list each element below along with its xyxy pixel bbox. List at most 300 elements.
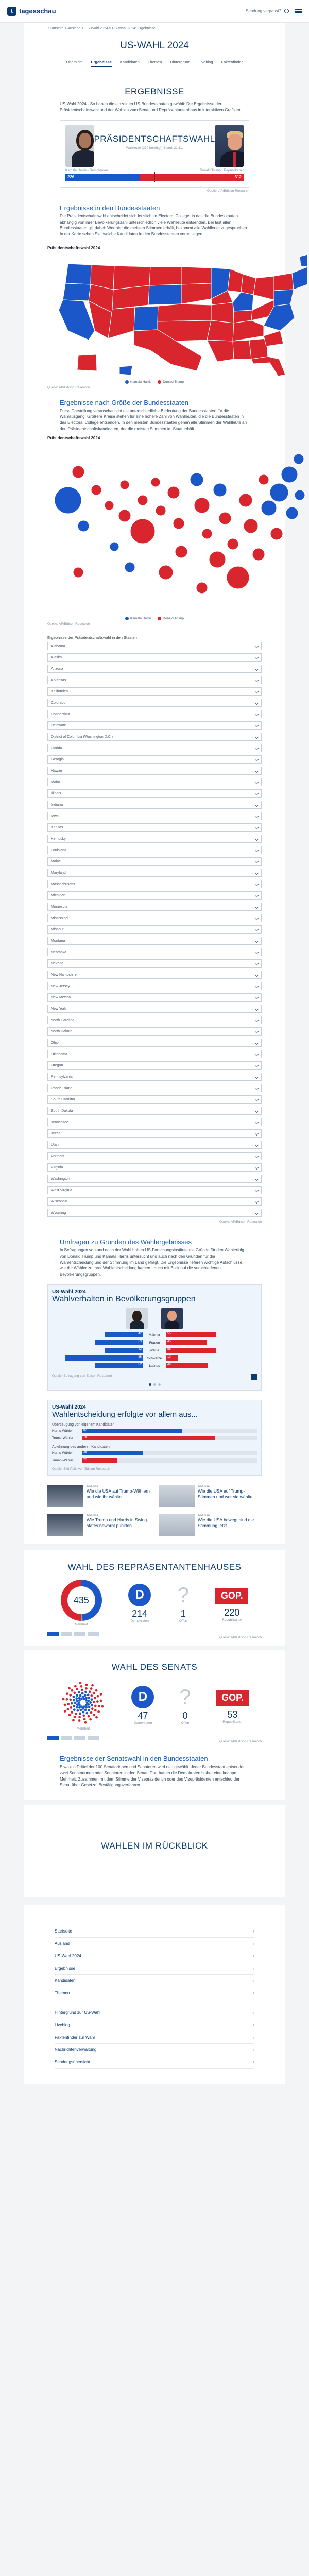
senate-seat [78,1697,81,1700]
state-name: West Virginia [51,1188,72,1192]
senate-seat [88,1700,90,1702]
senate-seat [85,1697,88,1700]
state-dropdown[interactable] [47,755,262,764]
state-dropdown[interactable] [47,948,262,956]
map2-label: Präsidentschaftswahl 2024 [47,436,100,441]
tab-4[interactable]: Hintergrund [170,60,191,64]
state-dropdown[interactable] [47,1152,262,1160]
demo-dem-bar: 86 [65,1355,143,1361]
results-intro: US-Wahl 2024 - So haben die einzelnen US-Bundesstaaten gewählt: Die Ergebnisse der Präsidentschaftswahl und der Wahlen zum Senat und Repräsentantenhaus in interaktiven Grafiken. [60,101,242,112]
chevron-down-icon [255,1019,259,1022]
state-bubble[interactable] [125,562,135,572]
demo-rep-bar: 55 [166,1332,216,1337]
senate-seat [79,1716,81,1719]
senate-seat [67,1708,70,1711]
state-dropdown[interactable] [47,1118,262,1126]
state-name: Idaho [51,780,60,784]
senate-heading: WAHL DES SENATS [111,1662,198,1672]
demo-source: Quelle: Befragung von Edison Research [52,1374,112,1378]
state-dropdown[interactable] [47,721,262,730]
footer-link[interactable] [55,1925,254,1938]
footer-link[interactable] [55,2056,254,2069]
state-bubble[interactable] [270,483,288,502]
state-bubble[interactable] [105,501,114,510]
state-bubble[interactable] [91,485,101,495]
harris-electors: 226 [67,175,75,180]
state-bubble[interactable] [261,500,277,516]
state-name: Alaska [51,655,62,659]
state-bubble[interactable] [72,466,84,478]
house-controls[interactable] [47,1632,262,1636]
senate-seat [87,1694,90,1697]
tab-1[interactable]: Ergebnisse [91,60,111,67]
state-dropdown[interactable] [47,767,262,775]
chevron-down-icon [255,1143,259,1147]
state-bubble[interactable] [227,566,249,589]
state-dropdown[interactable] [47,1061,262,1070]
state-name: New Jersey [51,984,70,988]
state-dropdown[interactable] [47,914,262,922]
survey-intro [24,1229,285,1282]
senate-seat [100,1693,102,1696]
senate-seat [74,1702,77,1704]
map2-source: Quelle: AP/Edison Research [47,622,90,626]
state-bubble[interactable] [190,473,203,486]
state-bubble[interactable] [270,528,283,540]
related-article[interactable] [47,1485,150,1507]
demo-row [52,1332,257,1338]
state-dropdown[interactable] [47,653,262,662]
state-dropdown[interactable] [47,1027,262,1036]
state-name: Tennessee [51,1120,68,1124]
results-source: Quelle: AP/Edison Research [207,189,249,193]
footer-link[interactable] [55,1987,254,1999]
state-dropdown[interactable] [47,665,262,673]
tab-0[interactable]: Übersicht [66,60,83,64]
state-bubble[interactable] [294,454,304,464]
top-actions [246,9,302,13]
map1-text: Die Präsidentschaftswahl entscheidet sich letztlich im Electoral College, in das die Bundesstaaten abhängig von ihrer Bevölkerungszahl unterschiedlich viele Wahlleute entsenden. Bei fast allen Bundesstaaten gilt dabei: Wer hier die meisten Stimmen erhält, bekommt alle Wahlleute zugesprochen. In der Karte sehen Sie, welche Kandidaten in den Bundesstaaten vorne liegen. [60,214,248,236]
state-bubble[interactable] [259,474,269,485]
state-bubble[interactable] [167,486,180,499]
state-bubble[interactable] [286,507,298,519]
chevron-down-icon [255,1177,259,1181]
motive-group: Trump-Wähler [52,1436,74,1440]
presidential-heading: PRÄSIDENTSCHAFTSWAHL [94,134,215,144]
presidential-card: PRÄSIDENTSCHAFTSWAHL Wahlleute (270 benötigt) Stand: 21.11. Kamala Harris · Demokraten Donald Trump · Republikaner 226 312 [60,120,249,188]
house-total: 435 [67,1586,95,1614]
house-donut [61,1580,102,1621]
state-bubble[interactable] [281,466,298,483]
state-name: District of Columbia (Washington D.C.) [51,735,113,739]
us-state-map[interactable] [47,253,309,377]
footer-link[interactable] [55,2019,254,2031]
state-bubble[interactable] [130,519,155,544]
state-bubble[interactable] [118,510,131,522]
chevron-down-icon [255,769,259,773]
state-bubble[interactable] [78,520,89,532]
state-name: Florida [51,746,62,750]
chevron-down-icon [255,826,259,829]
state-dropdown[interactable] [47,925,262,934]
state-dropdown[interactable] [47,642,262,650]
state-dropdown[interactable] [47,1129,262,1138]
motive-row [52,1428,257,1434]
motive-row [52,1450,257,1456]
article-thumbnail [159,1514,195,1536]
house-open-value: 1 [180,1608,186,1619]
state-name: Kansas [51,825,63,829]
dem-logo-icon: D [128,1584,151,1606]
tab-3[interactable]: Themen [147,60,162,64]
state-bubble[interactable] [196,582,208,594]
state-dropdown[interactable] [47,971,262,979]
state-name: Washington [51,1177,70,1181]
senate-seat [97,1695,99,1698]
chevron-right-icon: › [253,1978,254,1983]
chevron-down-icon [255,928,259,931]
state-bubble[interactable] [202,529,212,539]
senate-seat [82,1707,84,1710]
state-bubble[interactable] [295,490,305,500]
state-dropdown[interactable] [47,937,262,945]
footer-link-label: Sendungsübersicht [55,2059,90,2064]
state-name: Ohio [51,1041,59,1045]
motive-b-label: Ablehnung des anderen Kandidaten [52,1445,110,1449]
results-section [24,71,285,243]
state-dropdown[interactable] [47,982,262,990]
search-icon[interactable] [284,9,289,13]
map1-title: Ergebnisse in den Bundesstaaten [60,204,160,212]
survey-text: In Befragungen von und nach der Wahl haben US-Forschungsinstitute die Gründe für den Wahlerfolg von Donald Trump und Kamala Harris untersucht und auch nach den Gründen für die Wahlentscheidung und der Stimmung im Land gefragt. Die Ergebnisse lieferen wichtige Aufschlüsse, wie die Wähler zu Ihrer Wahlentscheidung kamen - auch mit Blick auf die verschiedenen Bevölkerungsgruppen. [60,1248,244,1277]
chevron-down-icon [255,996,259,999]
gop-logo-icon: GOP. [215,1588,248,1604]
senate-seat [85,1699,88,1702]
state-dropdown[interactable] [47,1050,262,1058]
state-dropdown[interactable] [47,710,262,718]
state-bubble[interactable] [110,542,119,551]
map2-text: Diese Darstellung veranschaulicht die unterschiedliche Bedeutung der Bundesstaaten für die Wahlausgang: Größere Kreise stehen für eine höhere Zahl von Wahlleuten, die die Bundesstaaten in das Electoral College entsenden. In den meisten Bundesstaaten gehen alle Stimmen der Wahlleute an den Präsidentschaftskandidaten, der die meisten Stimmen im Staat erhält. [60,408,247,431]
state-dropdown[interactable] [47,789,262,798]
state-dropdown[interactable] [47,778,262,786]
state-dropdown[interactable] [47,1084,262,1092]
footer-link[interactable] [55,2031,254,2044]
tab-bar [24,56,285,71]
demo-group: Männer [148,1333,161,1337]
senate-seat [84,1709,87,1711]
state-name: New York [51,1007,66,1011]
motive-bar: 76 [82,1436,215,1440]
senate-seat [73,1719,75,1722]
senate-seat [76,1688,79,1691]
state-dropdown[interactable] [47,699,262,707]
trump-name: Donald Trump [200,168,221,173]
chevron-down-icon [255,837,259,841]
state-bubble[interactable] [219,512,231,524]
state-dropdown[interactable] [47,1186,262,1194]
footer-link-label: Liveblog [55,2022,70,2027]
footer-link[interactable] [55,1962,254,1975]
missed-show-link[interactable]: Sendung verpasst? [246,9,281,13]
senate-seat [66,1693,68,1696]
footer-more-links [55,2007,254,2069]
state-dropdown[interactable] [47,1095,262,1104]
chevron-down-icon [255,803,259,807]
state-bubble[interactable] [213,483,227,497]
chevron-down-icon [255,883,259,886]
chevron-down-icon [255,747,259,750]
state-dropdown[interactable] [47,687,262,696]
trump-portrait [215,125,244,167]
map1-legend [47,380,262,384]
chevron-right-icon: › [253,2059,254,2064]
senate-seat [79,1682,82,1685]
related-article[interactable] [159,1485,262,1507]
senate-seat [91,1704,94,1707]
senate-seat [73,1696,75,1698]
state-dropdown[interactable] [47,959,262,968]
chevron-right-icon: › [253,1953,254,1958]
harris-bar [65,174,140,181]
chevron-down-icon [255,985,259,988]
state-dropdown[interactable] [47,891,262,900]
state-name: Kalifornien [51,689,68,693]
state-dropdown[interactable] [47,993,262,1002]
state-bubble[interactable] [156,505,166,516]
state-name: South Carolina [51,1097,75,1101]
state-bubble[interactable] [173,518,184,529]
senate-seat [91,1694,93,1697]
demo-group: Frauen [149,1341,160,1345]
senate-seat [79,1694,82,1697]
chevron-down-icon [255,679,259,682]
senate-seat [94,1705,97,1707]
review-section [24,1805,285,1897]
state-dropdown[interactable] [47,1209,262,1217]
motive-row [52,1458,257,1463]
state-bubble[interactable] [239,494,252,507]
senate-seat [82,1696,84,1699]
senate-seat [93,1701,96,1704]
state-dropdown[interactable] [47,880,262,888]
map2-title: Ergebnisse nach Größe der Bundesstaaten [60,398,189,406]
state-name: Connecticut [51,712,70,716]
state-bubble[interactable] [55,487,81,514]
state-bubble-map[interactable] [47,444,309,614]
footer-link-label: Kandidaten [55,1978,76,1983]
article-kicker: Analyse [87,1514,99,1518]
chevron-down-icon [255,1211,259,1215]
chevron-down-icon [255,894,259,897]
state-name: Oregon [51,1063,63,1067]
state-dropdown[interactable] [47,846,262,854]
senate-seat [74,1692,76,1694]
senate-seat [93,1692,96,1694]
footer-link-label: Startseite [55,1928,72,1934]
state-dropdown[interactable] [47,676,262,684]
state-dropdown[interactable] [47,823,262,832]
state-bubble[interactable] [73,567,83,578]
footer-link-label: Hintergrund zur US-Wahl [55,2010,101,2015]
state-dropdown[interactable] [47,1141,262,1149]
state-dropdown[interactable] [47,835,262,843]
question-icon: ? [179,1685,191,1708]
state-name: Nevada [51,961,64,965]
state-bubble[interactable] [252,548,265,561]
chevron-down-icon [255,1030,259,1033]
state-name: Arkansas [51,678,66,682]
state-name: Minnesota [51,905,68,909]
state-bubble[interactable] [120,480,129,489]
tab-2[interactable]: Kandidaten [119,60,140,64]
chevron-down-icon [255,1200,259,1204]
chevron-down-icon [255,1166,259,1170]
senate-seat [85,1691,88,1693]
state-dropdown[interactable] [47,744,262,752]
state-dropdown[interactable] [47,733,262,741]
senate-seat [80,1685,83,1688]
chevron-down-icon [255,905,259,909]
state-bubble[interactable] [209,551,226,568]
demo-row [52,1340,257,1346]
chevron-down-icon [255,815,259,818]
footer-link[interactable] [55,2044,254,2056]
house-dem-value: 214 [132,1608,148,1619]
senate-seat [73,1699,76,1702]
map2-intro [24,395,285,432]
senate-open [179,1686,191,1725]
state-bubble[interactable] [194,498,210,513]
footer-link[interactable] [55,2007,254,2019]
fullscreen-icon[interactable] [251,1374,257,1380]
state-bubble[interactable] [175,546,187,558]
state-dropdown[interactable] [47,903,262,911]
top-bar [0,0,309,23]
state-dropdown[interactable] [47,1107,262,1115]
demo-group: Schwarze [147,1356,162,1360]
state-dropdown[interactable] [47,1005,262,1013]
map2-legend [47,617,262,620]
senate-seat [78,1706,81,1709]
chevron-down-icon [255,917,259,920]
chevron-right-icon: › [253,1965,254,1971]
demo-title: Wahlverhalten in Bevölkerungsgruppen [52,1295,196,1304]
state-bubble[interactable] [244,519,258,533]
state-name: Delaware [51,723,66,727]
senate-seat [71,1702,74,1705]
tab-6[interactable]: Faktenfinder [221,60,243,64]
senate-seat [81,1692,84,1695]
presidential-sub: Wahlleute (270 benötigt) Stand: 21.11. [126,146,183,150]
chevron-down-icon [255,1053,259,1056]
article-kicker: Analyse [198,1485,210,1489]
legend-dem: Kamala Harris [125,380,151,384]
senate-seat [90,1718,92,1721]
footer-link[interactable] [55,1938,254,1950]
state-bubble[interactable] [151,478,160,487]
state-name: Georgia [51,757,64,761]
state-name: Montana [51,939,65,943]
senate-dot-chart [60,1680,106,1726]
senate-dem-label: Demokraten [133,1721,152,1725]
state-dropdown[interactable] [47,1163,262,1172]
chevron-down-icon [255,758,259,761]
motive-row [52,1435,257,1441]
state-name: Hawaii [51,769,62,773]
chevron-down-icon [255,939,259,943]
state-name: Vermont [51,1154,65,1158]
senate-seat [88,1706,91,1708]
state-bubble[interactable] [138,495,148,505]
chevron-down-icon [255,1064,259,1067]
state-bubble[interactable] [227,538,238,550]
house-rep [215,1585,248,1622]
state-dropdown[interactable] [47,1175,262,1183]
chevron-down-icon [255,1109,259,1113]
senate-seat [71,1689,74,1692]
senate-seat [73,1705,76,1707]
demo-rep-bar: 13 [166,1355,178,1361]
chevron-down-icon [255,871,259,875]
state-dropdown[interactable] [47,857,262,866]
senate-seat [76,1704,79,1706]
footer-link[interactable] [55,1950,254,1962]
brand-logo[interactable] [7,7,56,16]
state-dropdown[interactable] [47,1016,262,1024]
breadcrumb[interactable]: Startseite > Ausland > US-Wahl 2024 > US-Wahl 2024: Ergebnisse [24,23,285,35]
carousel-dots[interactable] [52,1383,257,1386]
related-article[interactable] [159,1514,262,1536]
harris-name: Kamala Harris [65,168,87,173]
motive-group: Trump-Wähler [52,1459,74,1463]
senate-seat [98,1705,100,1708]
state-dropdown[interactable] [47,869,262,877]
motive-group: Harris-Wähler [52,1429,73,1433]
results-heading: ERGEBNISSE [125,87,184,96]
senate-seat [84,1694,87,1697]
state-name: Colorado [51,701,66,705]
state-name: Illinois [51,791,61,795]
senate-seat [88,1703,90,1706]
state-bubble[interactable] [159,565,173,580]
senate-seat [71,1711,74,1714]
chevron-right-icon: › [253,2010,254,2015]
footer-link[interactable] [55,1975,254,1987]
logo-icon: t [7,7,16,16]
senate-rep [216,1687,249,1724]
state-dropdown[interactable] [47,1197,262,1206]
tab-5[interactable]: Liveblog [198,60,213,64]
motive-kicker: US-Wahl 2024 [52,1404,86,1411]
menu-icon[interactable] [295,9,302,13]
senate-seat [82,1711,85,1714]
chevron-down-icon [255,792,259,795]
related-article[interactable] [47,1514,150,1536]
state-dropdown[interactable] [47,1073,262,1081]
state-name: North Carolina [51,1018,75,1022]
gop-logo-icon: GOP. [216,1690,249,1706]
demo-group: Weiße [149,1348,160,1352]
state-dropdown[interactable] [47,801,262,809]
harris-party: Demokraten [89,168,108,173]
demo-kicker: US-Wahl 2024 [52,1289,86,1295]
footer-links [55,1925,254,1999]
senate-controls[interactable] [47,1736,262,1740]
state-dropdown[interactable] [47,1039,262,1047]
demo-rep-bar: 45 [166,1340,207,1345]
footer [24,1905,285,2084]
state-dropdown[interactable] [47,812,262,820]
